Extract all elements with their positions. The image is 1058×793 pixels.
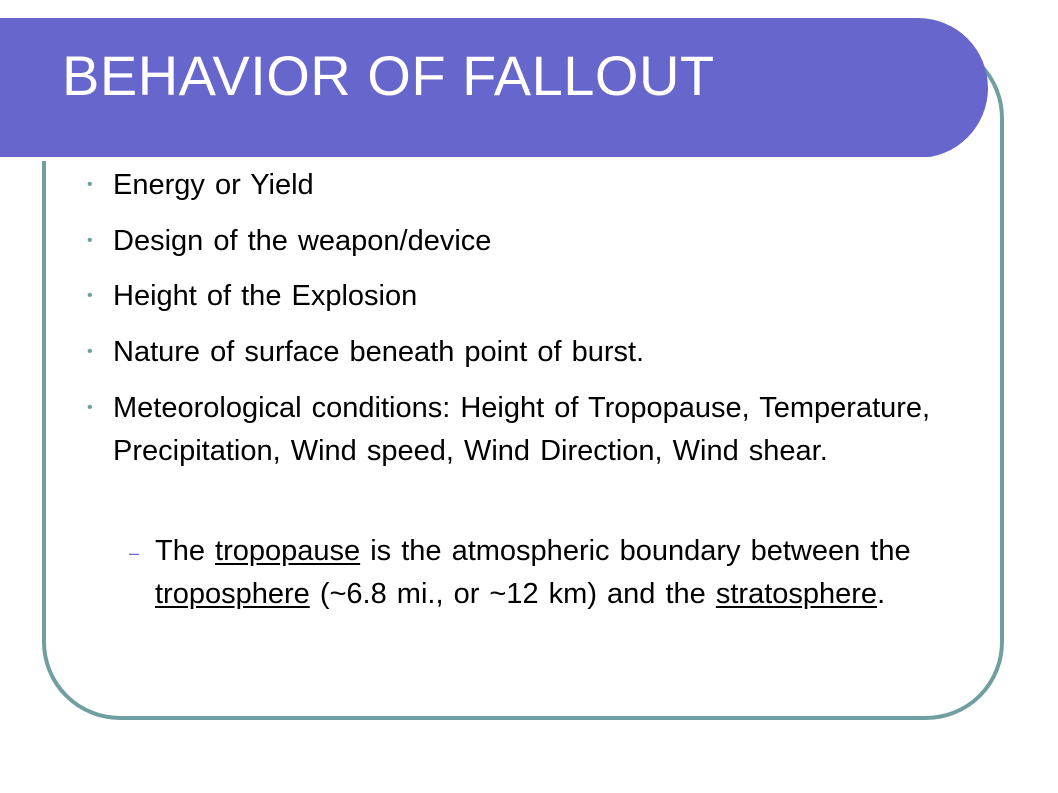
troposphere-link[interactable]: troposphere (155, 578, 310, 610)
stratosphere-link[interactable]: stratosphere (715, 578, 878, 610)
title-underline (0, 157, 935, 161)
sub-bullet-item (155, 530, 1005, 616)
bullet-item: Design of the weapon/device (113, 225, 492, 257)
bullet-item: Nature of surface beneath point of burst. (113, 336, 645, 368)
bullet-marker: • (87, 232, 93, 249)
sub-text: is the atmospheric boundary between the (360, 535, 911, 567)
sub-text: . (877, 578, 886, 610)
bullet-marker: • (87, 176, 93, 193)
bullet-item: Energy or Yield (113, 169, 314, 201)
sub-text: (~6.8 mi., or ~12 km) and the (309, 578, 716, 610)
sub-bullet-marker: – (129, 543, 140, 563)
bullet-item: Meteorological conditions: Height of Tropopause, Temperature, Precipitation, Wind speed, Wind Direction, Wind shear. (113, 392, 931, 467)
bullet-marker: • (87, 343, 93, 360)
slide-title: BEHAVIOR OF FALLOUT (62, 44, 715, 107)
bullet-marker: • (87, 399, 93, 416)
sub-text: The (155, 535, 216, 567)
bullet-item: Height of the Explosion (113, 280, 418, 312)
tropopause-link[interactable]: tropopause (215, 535, 361, 567)
bullet-marker: • (87, 287, 93, 304)
